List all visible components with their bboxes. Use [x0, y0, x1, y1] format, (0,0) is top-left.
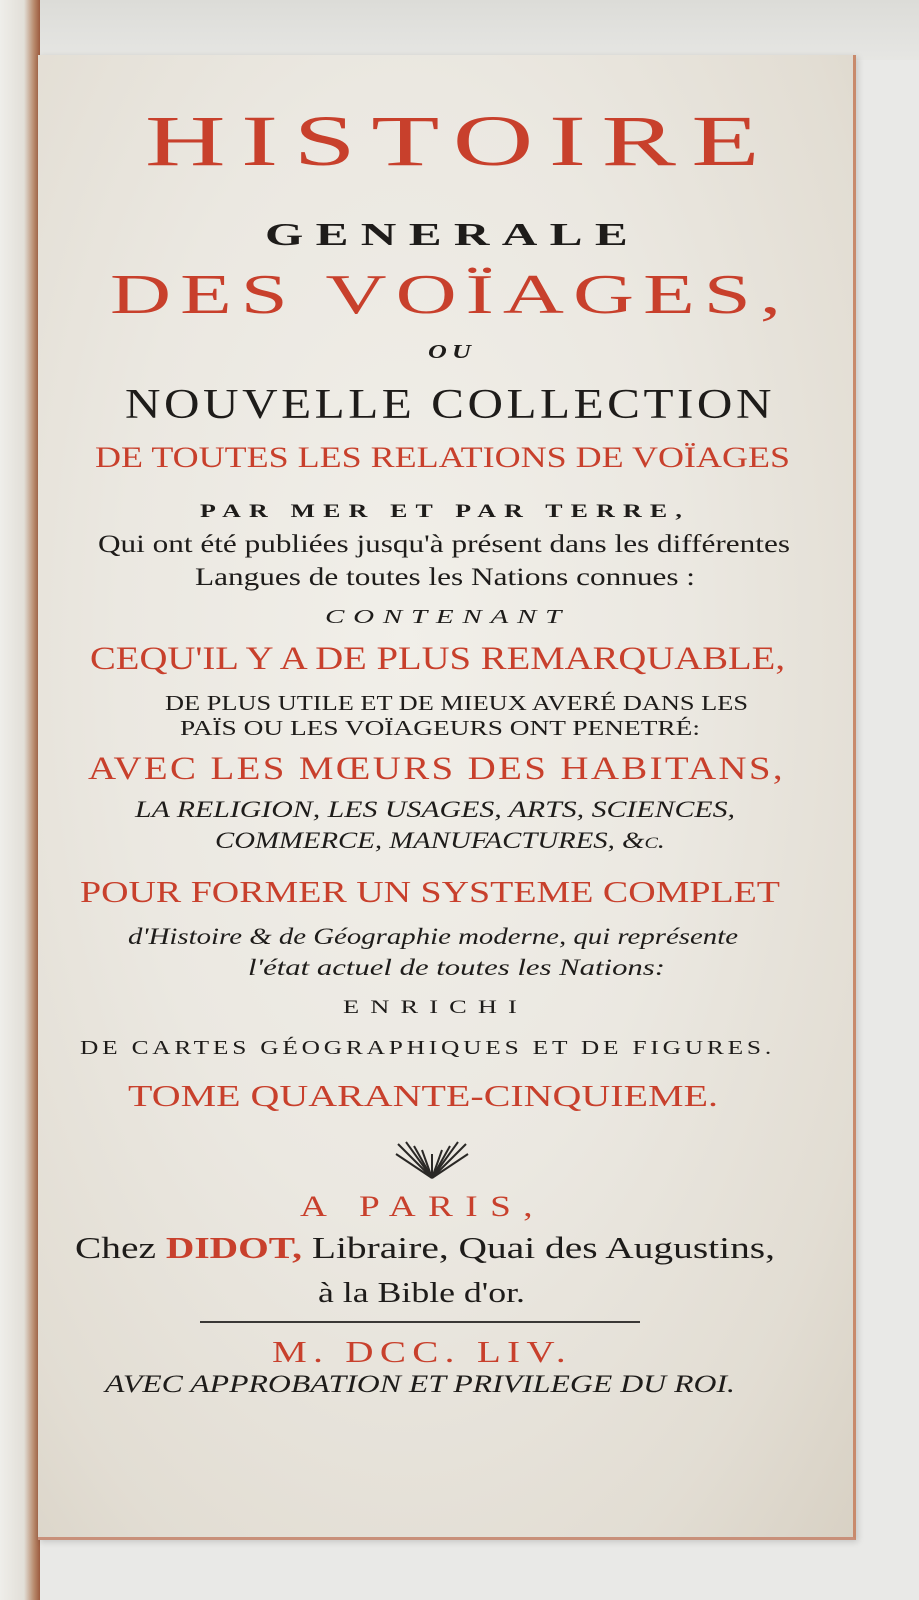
imprint-publisher-line: [75, 1232, 775, 1263]
book-spine-edge: [0, 0, 40, 1600]
line-langues: Langues de toutes les Nations connues :: [195, 564, 695, 591]
title-histoire: HISTOIRE: [145, 101, 775, 181]
line-cartes: DE CARTES GÉOGRAPHIQUES ET DE FIGURES.: [80, 1037, 775, 1059]
line-contenant: CONTENANT: [325, 606, 570, 628]
publisher-name: DIDOT,: [165, 1230, 303, 1265]
imprint-year: M. DCC. LIV.: [272, 1334, 572, 1369]
line-par-mer: PAR MER ET PAR TERRE,: [200, 501, 690, 522]
publisher-prefix: Chez: [75, 1230, 157, 1265]
title-generale: GENERALE: [265, 216, 640, 252]
line-histoire-geographie: d'Histoire & de Géographie moderne, qui représente: [128, 924, 738, 949]
line-qui-ont: Qui ont été publiées jusqu'à présent dans les différentes: [98, 531, 791, 558]
title-des-voiages: DES VOÏAGES,: [110, 264, 790, 326]
background: [0, 0, 919, 60]
line-plus-utile: DE PLUS UTILE ET DE MIEUX AVERÉ DANS LES: [165, 691, 748, 715]
line-commerce: COMMERCE, MANUFACTURES, &c.: [215, 828, 665, 853]
line-moeurs: AVEC LES MŒURS DES HABITANS,: [88, 751, 785, 787]
line-religion: LA RELIGION, LES USAGES, ARTS, SCIENCES,: [135, 797, 735, 822]
imprint-address: à la Bible d'or.: [318, 1278, 525, 1309]
publisher-suffix: Libraire, Quai des Augustins,: [311, 1230, 775, 1265]
title-ou: OU: [428, 341, 476, 363]
ornament-icon: [394, 1138, 470, 1180]
line-pais: PAÏS OU LES VOÏAGEURS ONT PENETRÉ:: [180, 716, 700, 740]
divider-rule: [200, 1321, 640, 1323]
line-remarquable: CEQU'IL Y A DE PLUS REMARQUABLE,: [90, 641, 785, 677]
imprint-privilege: AVEC APPROBATION ET PRIVILEGE DU ROI.: [105, 1371, 735, 1398]
title-nouvelle-collection: NOUVELLE COLLECTION: [125, 382, 775, 428]
imprint-place: A PARIS,: [300, 1190, 545, 1223]
subtitle-relations: DE TOUTES LES RELATIONS DE VOÏAGES: [95, 441, 790, 474]
line-enrichi: ENRICHI: [343, 997, 528, 1018]
line-systeme-complet: POUR FORMER UN SYSTEME COMPLET: [80, 874, 780, 909]
line-tome: TOME QUARANTE-CINQUIEME.: [128, 1078, 718, 1113]
line-etat-actuel: l'état actuel de toutes les Nations:: [248, 955, 665, 980]
